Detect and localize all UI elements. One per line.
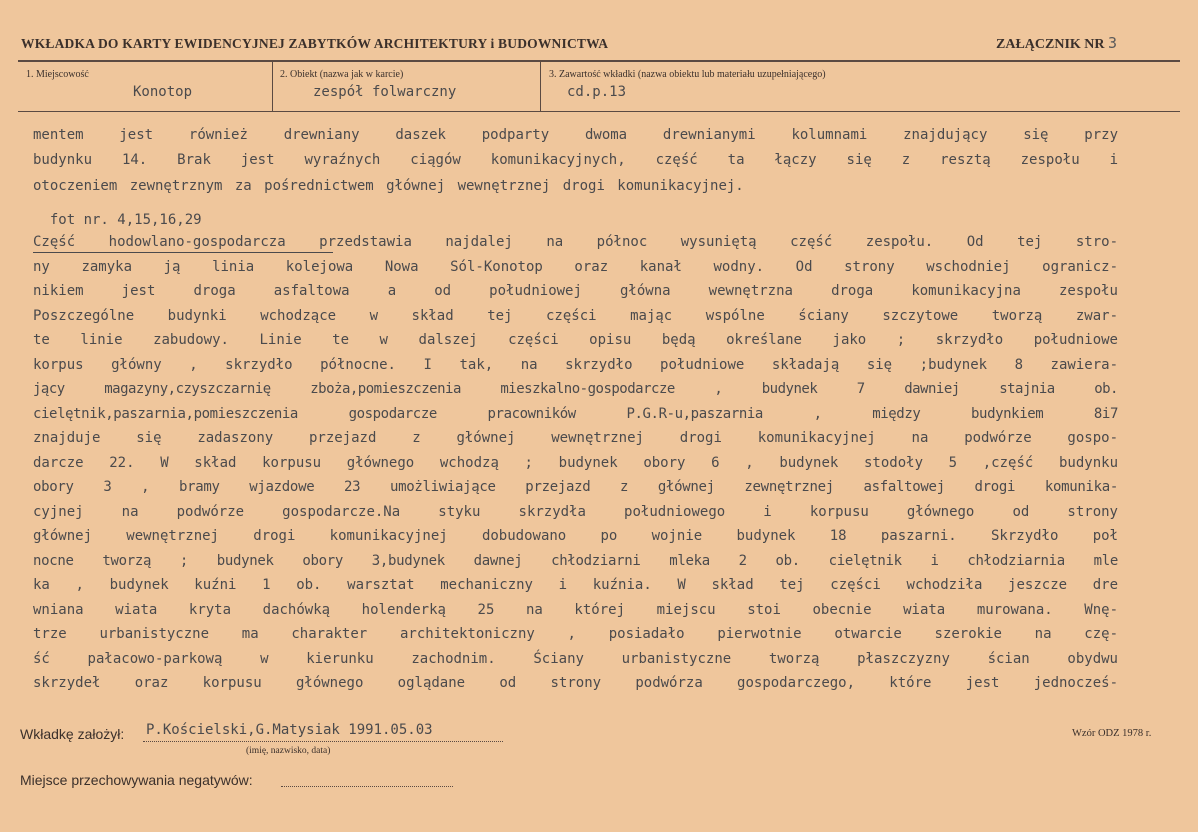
field-divider-1 xyxy=(272,62,273,111)
text-line: ka , budynek kuźni 1 ob. warsztat mechaniczny i kuźnia. W skład tej części wchodziła jeszcze dre xyxy=(33,577,1118,593)
object-value: zespół folwarczny xyxy=(313,84,457,100)
text-line: otoczeniem zewnętrznym za pośrednictwem głównej wewnętrznej drogi komunikacyjnej. xyxy=(33,178,744,194)
text-line: ny zamyka ją linia kolejowa Nowa Sól-Konotop oraz kanał wodny. Od strony wschodniej ogranicz- xyxy=(33,259,1118,275)
text-line: budynku 14. Brak jest wyraźnych ciągów komunikacyjnych, część ta łączy się z resztą zespołu i xyxy=(33,152,1118,168)
locality-label: 1. Miejscowość xyxy=(26,69,89,80)
text-line: jący magazyny,czyszczarnię zboża,pomieszczenia mieszkalno-gospodarcze , budynek 7 dawniej stajnia ob. xyxy=(33,381,1118,397)
text-line: darcze 22. W skład korpusu głównego wchodzą ; budynek obory 6 , budynek stodoły 5 ,część budynku xyxy=(33,455,1118,471)
locality-value: Konotop xyxy=(133,84,193,100)
object-label: 2. Obiekt (nazwa jak w karcie) xyxy=(280,69,404,80)
founded-caption: (imię, nazwisko, data) xyxy=(246,746,331,756)
text-line: te linie zabudowy. Linie te w dalszej części opisu będą określane jako ; skrzydło południowe xyxy=(33,332,1118,348)
text-line: cyjnej na podwórze gospodarcze.Na styku skrzydła południowego i korpusu głównego od strony xyxy=(33,504,1118,520)
header-rule-top xyxy=(18,60,1180,62)
negatives-label: Miejsce przechowywania negatywów: xyxy=(20,772,253,788)
founded-dotted-line xyxy=(143,741,503,742)
text-line: korpus główny , skrzydło północne. I tak, na skrzydło południowe składają się ;budynek 8 zawiera- xyxy=(33,357,1118,373)
text-line: znajduje się zadaszony przejazd z głównej wewnętrznej drogi komunikacyjnej na podwórze gospo- xyxy=(33,430,1118,446)
field-divider-2 xyxy=(540,62,541,111)
form-title: WKŁADKA DO KARTY EWIDENCYJNEJ ZABYTKÓW ARCHITEKTURY i BUDOWNICTWA xyxy=(21,36,609,51)
text-line: Część hodowlano-gospodarcza przedstawia najdalej na północ wysuniętą część zespołu. Od tej stro- xyxy=(33,234,1118,250)
founded-label: Wkładkę założył: xyxy=(20,726,125,742)
header-rule-bottom xyxy=(18,111,1180,112)
text-line: fot nr. 4,15,16,29 xyxy=(33,212,202,228)
annex-label-text: ZAŁĄCZNIK NR xyxy=(996,37,1105,52)
annex-label xyxy=(996,34,1117,53)
content-value: cd.p.13 xyxy=(567,84,627,100)
form-version-label: Wzór ODZ 1978 r. xyxy=(1072,728,1152,739)
text-line: Poszczególne budynki wchodzące w skład tej części mając wspólne ściany szczytowe tworzą zwar- xyxy=(33,308,1118,324)
heading-underline xyxy=(33,252,333,253)
content-label: 3. Zawartość wkładki (nazwa obiektu lub materiału uzupełniającego) xyxy=(549,69,826,80)
text-line: obory 3 , bramy wjazdowe 23 umożliwiające przejazd z głównej zewnętrznej asfaltowej drogi komunika- xyxy=(33,479,1118,495)
text-line: nocne tworzą ; budynek obory 3,budynek dawnej chłodziarni mleka 2 ob. cielętnik i chłodziarnia mle xyxy=(33,553,1118,569)
text-line: skrzydeł oraz korpusu głównego oglądane od strony podwórza gospodarczego, które jest jednocześ- xyxy=(33,675,1118,691)
negatives-dotted-line xyxy=(281,786,453,787)
annex-number: 3 xyxy=(1108,34,1118,52)
founded-value: P.Kościelski,G.Matysiak 1991.05.03 xyxy=(146,722,433,738)
text-line: ść pałacowo-parkową w kierunku zachodnim. Ściany urbanistyczne tworzą płaszczyzny ścian obydwu xyxy=(33,651,1118,667)
text-line: głównej wewnętrznej drogi komunikacyjnej dobudowano po wojnie budynek 18 paszarni. Skrzydło poł xyxy=(33,528,1118,544)
text-line: cielętnik,paszarnia,pomieszczenia gospodarcze pracowników P.G.R-u,paszarnia , między budynkiem 8i7 xyxy=(33,406,1118,422)
text-line: trze urbanistyczne ma charakter architektoniczny , posiadało pierwotnie otwarcie szerokie na czę- xyxy=(33,626,1118,642)
text-line: wniana wiata kryta dachówką holenderką 25 na której miejscu stoi obecnie wiata murowana. Wnę- xyxy=(33,602,1118,618)
text-line: nikiem jest droga asfaltowa a od południowej główna wewnętrzna droga komunikacyjna zespołu xyxy=(33,283,1118,299)
text-line: mentem jest również drewniany daszek podparty dwoma drewnianymi kolumnami znajdujący się przy xyxy=(33,127,1118,143)
